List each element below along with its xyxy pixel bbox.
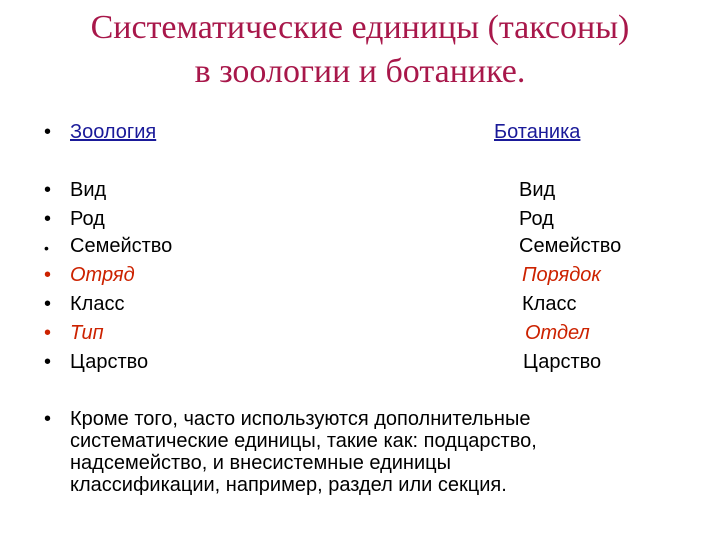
note-line-2: систематические единицы, такие как: подцарство, <box>70 430 537 452</box>
bullet: • <box>44 264 52 286</box>
bullet: • <box>44 121 52 143</box>
bullet: • <box>44 322 52 344</box>
botany-rank-order: Порядок <box>522 264 601 286</box>
botany-rank-division: Отдел <box>525 322 590 344</box>
bullet: • <box>44 408 52 430</box>
note-line-3: надсемейство, и внесистемные единицы <box>70 452 451 474</box>
bullet: • <box>44 351 52 373</box>
bullet: • <box>44 179 52 201</box>
botany-rank-family: Семейство <box>519 235 622 257</box>
zoology-rank-order: Отряд <box>70 264 135 286</box>
botany-rank-genus: Род <box>519 208 554 230</box>
title-line-1: Систематические единицы (таксоны) <box>90 9 630 46</box>
title-line-2: в зоологии и ботанике. <box>194 53 526 90</box>
botany-header[interactable]: Ботаника <box>494 121 581 143</box>
zoology-rank-class: Класс <box>70 293 125 315</box>
additional-note <box>70 408 680 496</box>
slide-title <box>0 6 720 94</box>
bullet: • <box>44 240 49 256</box>
botany-rank-class: Класс <box>522 293 577 315</box>
botany-rank-kingdom: Царство <box>523 351 602 373</box>
zoology-rank-species: Вид <box>70 179 107 201</box>
bullet: • <box>44 208 52 230</box>
zoology-rank-family: Семейство <box>70 235 173 257</box>
zoology-rank-kingdom: Царство <box>70 351 149 373</box>
bullet: • <box>44 293 52 315</box>
zoology-rank-genus: Род <box>70 208 105 230</box>
zoology-rank-phylum: Тип <box>70 322 104 344</box>
botany-rank-species: Вид <box>519 179 556 201</box>
note-line-1: Кроме того, часто используются дополнительные <box>70 408 531 430</box>
note-line-4: классификации, например, раздел или секция. <box>70 474 507 496</box>
zoology-header[interactable]: Зоология <box>70 121 157 143</box>
